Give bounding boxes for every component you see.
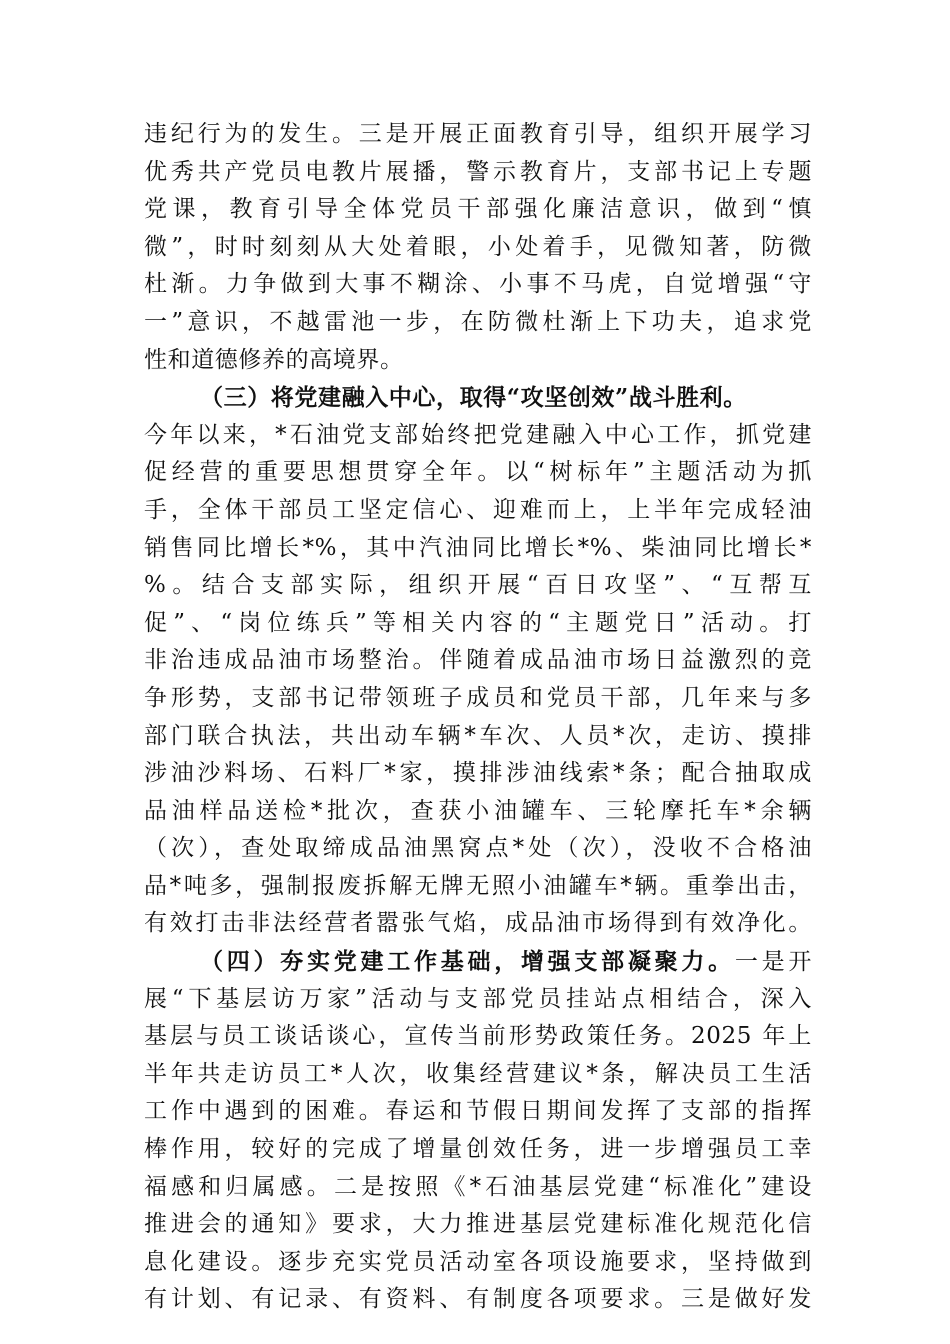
paragraph-line: 福感和归属感。二是按照《*石油基层党建“标准化”建设 (144, 1173, 812, 1200)
paragraph-line: 违纪行为的发生。三是开展正面教育引导，组织开展学习 (144, 121, 812, 147)
paragraph-line: 品油样品送检*批次，查获小油罐车、三轮摩托车*余辆 (144, 797, 812, 824)
paragraph-line: 今年以来，*石油党支部始终把党建融入中心工作，抓党建 (144, 421, 812, 448)
section-4-heading: （四）夯实党建工作基础，增强支部凝聚力。 (200, 948, 735, 976)
paragraph-line: 一”意识，不越雷池一步，在防微杜渐上下功夫，追求党 (144, 308, 812, 335)
paragraph-line: 涉油沙料场、石料厂*家，摸排涉油线索*条；配合抽取成 (144, 760, 812, 787)
section-heading (144, 379, 812, 417)
paragraph-line: 非治违成品油市场整治。伴随着成品油市场日益激烈的竞 (144, 647, 812, 674)
paragraph-line: 优秀共产党员电教片展播，警示教育片，支部书记上专题 (144, 158, 812, 185)
paragraph-line: 息化建设。逐步充实党员活动室各项设施要求，坚持做到 (144, 1248, 812, 1275)
paragraph-line: 有效打击非法经营者嚣张气焰，成品油市场得到有效净化。 (144, 910, 812, 937)
paragraph-line: 促经营的重要思想贯穿全年。以“树标年”主题活动为抓 (144, 459, 812, 486)
paragraph-line: 性和道德修养的高境界。 (144, 346, 404, 373)
paragraph-line: %。结合支部实际，组织开展“百日攻坚”、“互帮互 (144, 572, 812, 599)
paragraph-line: 部门联合执法，共出动车辆*车次、人员*次，走访、摸排 (144, 722, 812, 749)
paragraph-line: 品*吨多，强制报废拆解无牌无照小油罐车*辆。重拳出击， (144, 872, 812, 899)
paragraph-line: 销售同比增长*%，其中汽油同比增长*%、柴油同比增长* (144, 534, 812, 561)
paragraph-line: 展“下基层访万家”活动与支部党员挂站点相结合，深入 (144, 985, 812, 1012)
section-3-heading: （三）将党建融入中心，取得“攻坚创效”战斗胜利。 (200, 384, 747, 412)
paragraph-line: 基层与员工谈话谈心，宣传当前形势政策任务。2025 年上 (144, 1023, 812, 1050)
paragraph-line: 推进会的通知》要求，大力推进基层党建标准化规范化信 (144, 1211, 812, 1238)
paragraph-line: 党课，教育引导全体党员干部强化廉洁意识，做到“慎 (144, 196, 812, 223)
paragraph-line: 微”，时时刻刻从大处着眼，小处着手，见微知著，防微 (144, 233, 812, 260)
paragraph-line: 半年共走访员工*人次，收集经营建议*条，解决员工生活 (144, 1060, 812, 1087)
section-heading (144, 943, 812, 981)
paragraph-line: （次），查处取缔成品油黑窝点*处（次），没收不合格油 (144, 835, 812, 862)
document-page (144, 116, 812, 1319)
paragraph-line: 杜渐。力争做到大事不糊涂、小事不马虎，自觉增强“守 (144, 271, 812, 298)
paragraph-line: 有计划、有记录、有资料、有制度各项要求。三是做好发 (144, 1286, 812, 1313)
paragraph-line: 争形势，支部书记带领班子成员和党员干部，几年来与多 (144, 684, 812, 711)
paragraph-line: 棒作用，较好的完成了增量创效任务，进一步增强员工幸 (144, 1136, 812, 1163)
paragraph-line: 促”、“岗位练兵”等相关内容的“主题党日”活动。打 (144, 609, 812, 636)
paragraph-line: 工作中遇到的困难。春运和节假日期间发挥了支部的指挥 (144, 1098, 812, 1125)
paragraph-line: 手，全体干部员工坚定信心、迎难而上，上半年完成轻油 (144, 496, 812, 523)
section-4-heading-tail: 一是开 (734, 949, 812, 976)
